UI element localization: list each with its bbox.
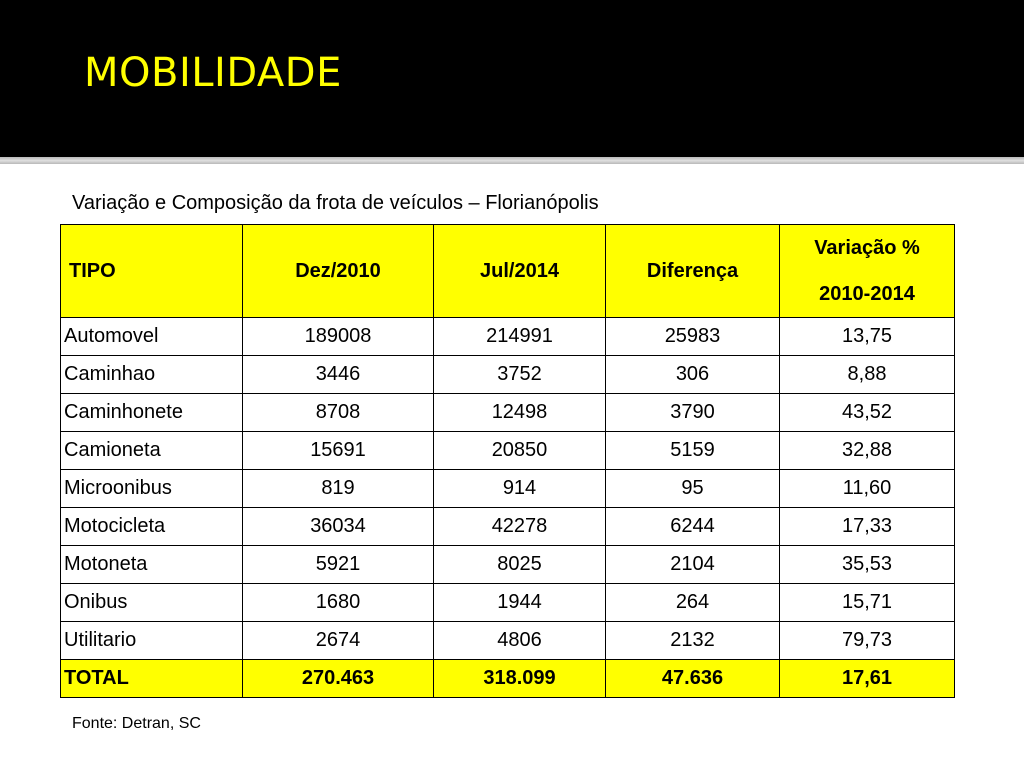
table-row <box>61 356 955 394</box>
title-band <box>0 0 1024 157</box>
cell-variacao: 15,71 <box>780 584 955 622</box>
slide-content <box>0 164 1024 768</box>
table-caption: Variação e Composição da frota de veículos – Florianópolis <box>72 192 599 214</box>
table-row <box>61 318 955 356</box>
table-row <box>61 394 955 432</box>
cell-tipo: Motoneta <box>61 546 243 584</box>
total-diferenca: 47.636 <box>606 660 780 698</box>
cell-variacao: 35,53 <box>780 546 955 584</box>
table-row <box>61 432 955 470</box>
slide-title: MOBILIDADE <box>84 50 342 96</box>
table-row <box>61 546 955 584</box>
table-body <box>61 318 955 698</box>
cell-dez2010: 36034 <box>243 508 434 546</box>
cell-variacao: 13,75 <box>780 318 955 356</box>
cell-jul2014: 42278 <box>434 508 606 546</box>
cell-diferenca: 5159 <box>606 432 780 470</box>
cell-variacao: 43,52 <box>780 394 955 432</box>
cell-jul2014: 4806 <box>434 622 606 660</box>
header-variacao-line1: Variação % <box>814 237 920 259</box>
cell-tipo: Motocicleta <box>61 508 243 546</box>
cell-variacao: 11,60 <box>780 470 955 508</box>
title-divider <box>0 157 1024 164</box>
header-variacao <box>780 225 955 318</box>
header-dez2010: Dez/2010 <box>243 225 434 318</box>
cell-diferenca: 306 <box>606 356 780 394</box>
cell-tipo: Camioneta <box>61 432 243 470</box>
cell-tipo: Onibus <box>61 584 243 622</box>
table-header-row <box>61 225 955 318</box>
cell-jul2014: 20850 <box>434 432 606 470</box>
cell-jul2014: 214991 <box>434 318 606 356</box>
header-tipo: TIPO <box>61 225 243 318</box>
total-row <box>61 660 955 698</box>
cell-tipo: Microonibus <box>61 470 243 508</box>
cell-diferenca: 2132 <box>606 622 780 660</box>
cell-jul2014: 8025 <box>434 546 606 584</box>
cell-diferenca: 3790 <box>606 394 780 432</box>
total-tipo: TOTAL <box>61 660 243 698</box>
total-dez2010: 270.463 <box>243 660 434 698</box>
header-diferenca: Diferença <box>606 225 780 318</box>
cell-dez2010: 8708 <box>243 394 434 432</box>
cell-diferenca: 264 <box>606 584 780 622</box>
total-jul2014: 318.099 <box>434 660 606 698</box>
cell-dez2010: 2674 <box>243 622 434 660</box>
cell-tipo: Utilitario <box>61 622 243 660</box>
total-variacao: 17,61 <box>780 660 955 698</box>
cell-dez2010: 1680 <box>243 584 434 622</box>
cell-variacao: 17,33 <box>780 508 955 546</box>
cell-variacao: 32,88 <box>780 432 955 470</box>
cell-tipo: Caminhonete <box>61 394 243 432</box>
source-note: Fonte: Detran, SC <box>72 715 201 732</box>
cell-dez2010: 819 <box>243 470 434 508</box>
cell-dez2010: 5921 <box>243 546 434 584</box>
cell-diferenca: 6244 <box>606 508 780 546</box>
cell-jul2014: 12498 <box>434 394 606 432</box>
header-variacao-line2: 2010-2014 <box>819 283 915 305</box>
cell-tipo: Caminhao <box>61 356 243 394</box>
cell-variacao: 8,88 <box>780 356 955 394</box>
table-row <box>61 584 955 622</box>
fleet-table <box>60 224 955 698</box>
cell-jul2014: 3752 <box>434 356 606 394</box>
cell-diferenca: 95 <box>606 470 780 508</box>
cell-variacao: 79,73 <box>780 622 955 660</box>
cell-dez2010: 3446 <box>243 356 434 394</box>
cell-diferenca: 2104 <box>606 546 780 584</box>
cell-jul2014: 914 <box>434 470 606 508</box>
table-row <box>61 470 955 508</box>
cell-dez2010: 15691 <box>243 432 434 470</box>
cell-diferenca: 25983 <box>606 318 780 356</box>
cell-jul2014: 1944 <box>434 584 606 622</box>
table-row <box>61 508 955 546</box>
cell-tipo: Automovel <box>61 318 243 356</box>
table-row <box>61 622 955 660</box>
header-jul2014: Jul/2014 <box>434 225 606 318</box>
cell-dez2010: 189008 <box>243 318 434 356</box>
